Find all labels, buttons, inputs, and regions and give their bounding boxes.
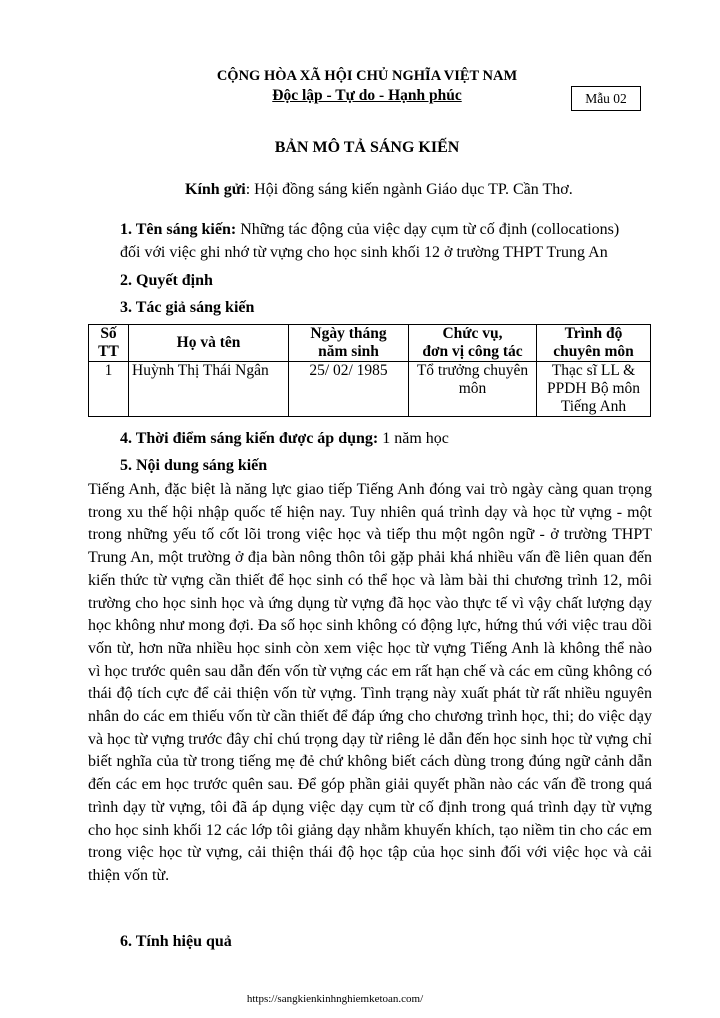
section-4-label: 4. Thời điểm sáng kiến được áp dụng: [120, 430, 379, 447]
section-1-text: Những tác động của việc dạy cụm từ cố định (collocations) [236, 221, 620, 238]
section-1-text-continued: đối với việc ghi nhớ từ vựng cho học sinh khối 12 ở trường THPT Trung An [120, 244, 608, 261]
cell-no: 1 [89, 362, 129, 417]
header-no: Số TT [89, 325, 129, 362]
author-table [88, 324, 651, 417]
nation-header: CỘNG HÒA XÃ HỘI CHỦ NGHĨA VIỆT NAM [216, 68, 518, 84]
footer-url: https://sangkienkinhnghiemketoan.com/ [246, 993, 424, 1005]
recipient-text: : Hội đồng sáng kiến ngành Giáo dục TP. Cần Thơ. [245, 181, 573, 198]
cell-dob: 25/ 02/ 1985 [289, 362, 409, 417]
recipient-label: Kính gửi [185, 181, 246, 198]
form-code-box: Mẫu 02 [571, 86, 641, 111]
author-table-header-row [89, 325, 651, 362]
content-paragraph: Tiếng Anh, đặc biệt là năng lực giao tiếp Tiếng Anh đóng vai trò ngày càng quan trọng trong xu thế hội nhập quốc tế hiện nay. Tuy nhiên quá trình dạy và học từ vựng - một trong những yếu tố cốt lõi trong việc học và tiếp thu một ngôn ngữ - ở trường THPT Trung An, một trường ở địa bàn nông thôn tôi gặp phải khá nhiều vấn đề liên quan đến kiến thức từ vựng cần thiết để học sinh có thể học và làm bài thi chương trình 12, môi trường cho học sinh học và ứng dụng từ vựng đã học vào thực tế vì vậy chất lượng dạy học không như mong đợi. Đa số học sinh không có động lực, hứng thú với việc trau dồi vốn từ, hơn nữa nhiều học sinh còn xem việc học từ vựng Tiếng Anh là không thể nào vì học trước quên sau dẫn đến vốn từ vựng các em rất hạn chế và các em cũng không có thái độ tích cực để cải thiện vốn từ vựng. Tình trạng này xuất phát từ rất nhiều nguyên nhân do các em thiếu vốn từ cần thiết để đáp ứng cho chương trình học, thi; do việc dạy và học từ vựng trước đây chỉ chú trọng dạy từ riêng lẻ dẫn đến học sinh học từ vựng chỉ biết nghĩa của từ trong tiếng mẹ đẻ chứ không biết cách dùng trong đúng ngữ cảnh dẫn đến các em học trước quên sau. Để góp phần giải quyết phần nào các vấn đề trong quá trình dạy từ vựng, tôi đã áp dụng việc dạy cụm từ cố định trong quá trình dạy từ vựng cho học sinh khối 12 các lớp tôi giảng dạy nhằm khuyến khích, tạo niềm tin cho các em trong việc học từ vựng, cải thiện thái độ học tập của học sinh đối với việc học và cải thiện vốn từ. [88, 481, 652, 884]
cell-degree: Thạc sĩ LL & PPDH Bộ môn Tiếng Anh [537, 362, 651, 417]
document-title: BẢN MÔ TẢ SÁNG KIẾN [274, 139, 460, 156]
header-degree: Trình độ chuyên môn [537, 325, 651, 362]
section-3-heading: 3. Tác giả sáng kiến [120, 299, 255, 316]
table-row [89, 362, 651, 417]
section-4-heading [120, 430, 449, 448]
header-role: Chức vụ, đơn vị công tác [409, 325, 537, 362]
recipient-line [185, 181, 573, 199]
section-1-heading [120, 221, 619, 239]
section-4-value: 1 năm học [378, 430, 449, 447]
section-5-heading: 5. Nội dung sáng kiến [120, 457, 268, 474]
cell-name: Huỳnh Thị Thái Ngân [129, 362, 289, 417]
section-2-heading: 2. Quyết định [120, 272, 213, 289]
cell-role: Tổ trưởng chuyên môn [409, 362, 537, 417]
section-6-heading: 6. Tính hiệu quả [120, 933, 232, 950]
header-dob: Ngày tháng năm sinh [289, 325, 409, 362]
motto-text: Độc lập - Tự do - Hạnh phúc [272, 87, 462, 104]
section-1-label: 1. Tên sáng kiến: [120, 221, 237, 238]
header-name: Họ và tên [129, 325, 289, 362]
